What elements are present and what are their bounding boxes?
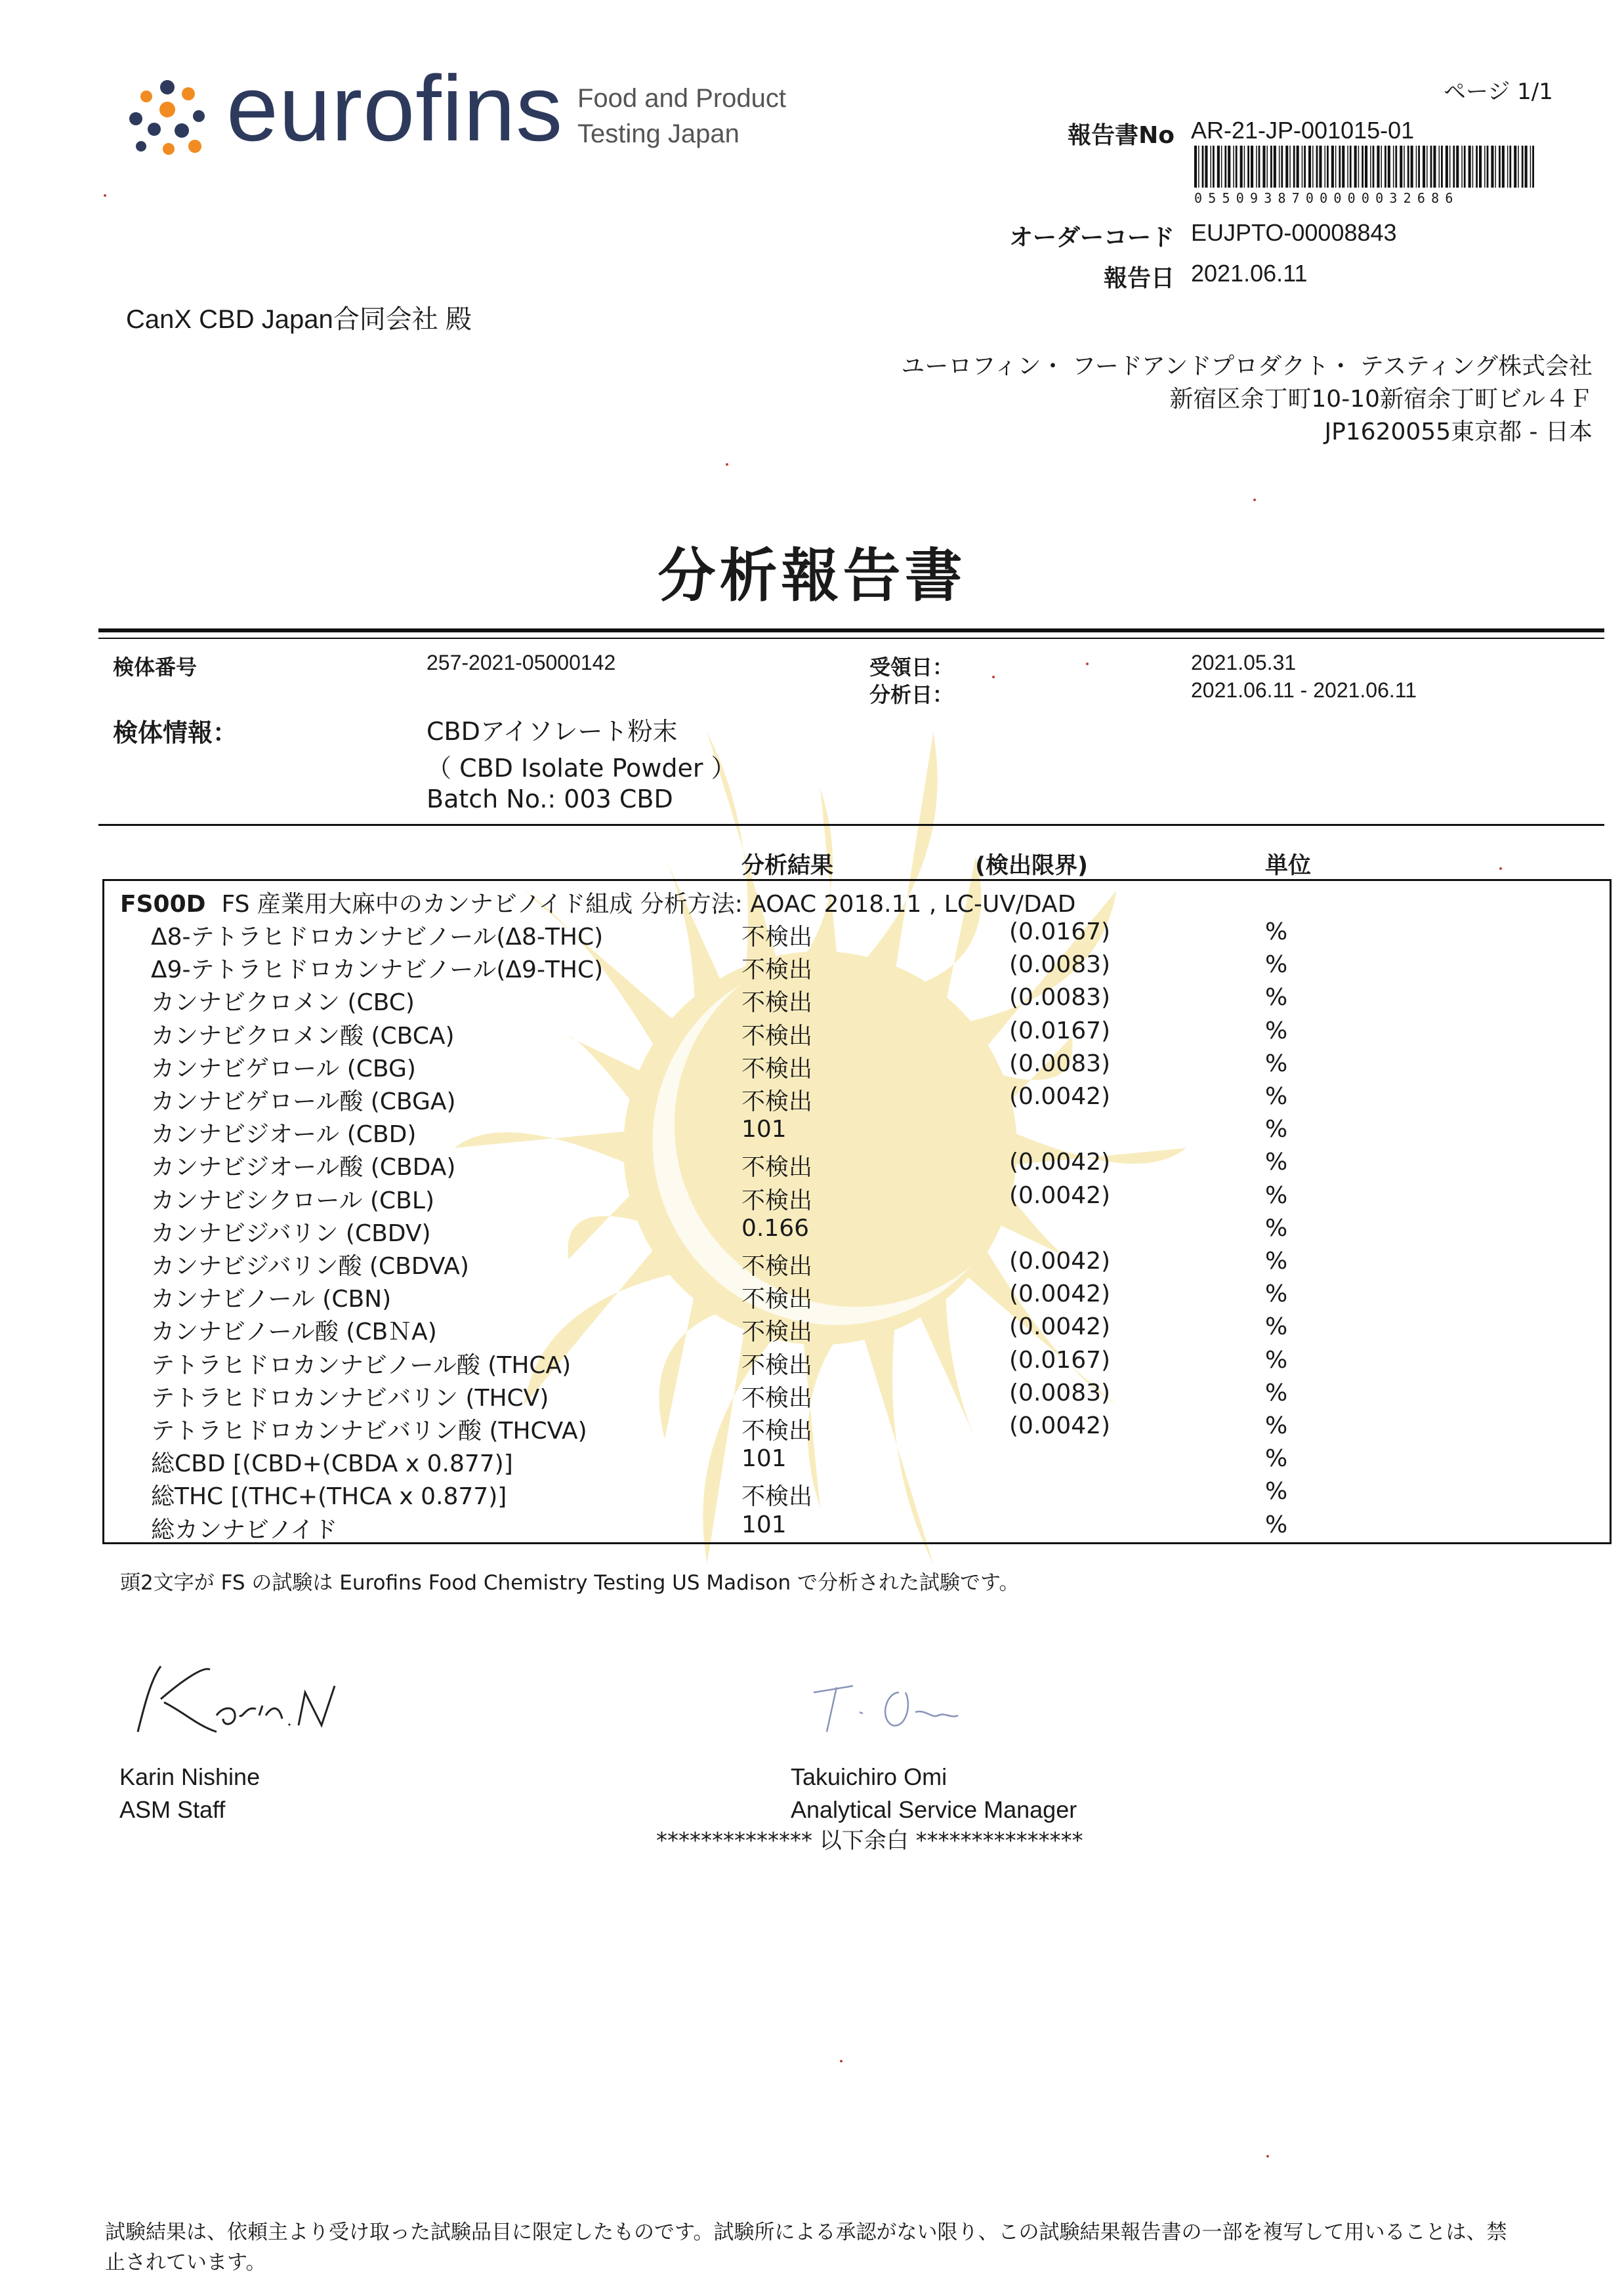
result-row	[0, 1017, 1624, 1050]
report-date-label: 報告日	[1103, 265, 1175, 292]
analyte-name: カンナビジバリン酸 (CBDVA)	[151, 1253, 469, 1280]
result-unit: %	[1265, 1017, 1288, 1044]
eurofins-logo-icon	[121, 75, 213, 167]
result-row	[0, 1445, 1624, 1478]
detection-limit: (0.0083)	[1009, 984, 1111, 1012]
result-unit: %	[1265, 1313, 1288, 1341]
analysis-result: 不検出	[741, 1286, 813, 1313]
result-unit: %	[1265, 1445, 1288, 1473]
logo-wordmark: eurofins	[226, 56, 564, 161]
client-name: CanX CBD Japan合同会社 殿	[126, 305, 472, 334]
analyte-name: カンナビジオール酸 (CBDA)	[151, 1154, 456, 1181]
report-no: AR-21-JP-001015-01	[1191, 117, 1415, 144]
analyte-name: カンナビジオール (CBD)	[151, 1121, 417, 1149]
analysis-result: 不検出	[741, 1319, 813, 1346]
analyte-name: カンナビゲロール (CBG)	[151, 1055, 416, 1082]
disclaimer: 試験結果は、依頼主より受け取った試験品目に限定したものです。試験所による承認がない限り、この試験結果報告書の一部を複写して用いることは、禁止されています。	[105, 2221, 1507, 2274]
analysis-result: 101	[741, 1445, 787, 1473]
logo-subtitle-2: Testing Japan	[577, 119, 739, 148]
method-line	[120, 886, 1075, 919]
signer1-name: Karin Nishine	[119, 1763, 260, 1790]
analysis-result: 101	[741, 1511, 787, 1538]
analysis-date: 2021.06.11 - 2021.06.11	[1191, 678, 1417, 702]
result-unit: %	[1265, 1478, 1288, 1506]
detection-limit: (0.0042)	[1009, 1313, 1111, 1341]
batch-number: Batch No.: 003 CBD	[427, 785, 673, 813]
received-date-label: 受領日：	[869, 655, 954, 680]
detection-limit: (0.0083)	[1009, 951, 1111, 979]
result-row	[0, 1182, 1624, 1215]
analysis-result: 0.166	[741, 1214, 810, 1242]
result-row	[0, 1347, 1624, 1380]
analyte-name: カンナビジバリン (CBDV)	[151, 1220, 431, 1247]
analyte-name: 総CBD [(CBD+(CBDA x 0.877)]	[151, 1450, 513, 1478]
result-row	[0, 1149, 1624, 1181]
detection-limit: (0.0083)	[1009, 1050, 1111, 1077]
result-row	[0, 951, 1624, 984]
analyte-name: Δ9-テトラヒドロカンナビノール(Δ9-THC)	[151, 956, 604, 984]
result-row	[0, 1083, 1624, 1116]
end-of-report-mark: ************** 以下余白 ***************	[656, 1828, 1083, 1854]
signature-karin	[125, 1653, 387, 1752]
result-row	[0, 1478, 1624, 1511]
result-unit: %	[1265, 1116, 1288, 1143]
detection-limit: (0.0167)	[1009, 918, 1111, 945]
result-row	[0, 1248, 1624, 1281]
analysis-result: 不検出	[741, 924, 813, 951]
result-row	[0, 1050, 1624, 1083]
analyte-name: テトラヒドロカンナビバリン (THCV)	[151, 1384, 549, 1412]
result-row	[0, 1511, 1624, 1544]
analysis-date-label: 分析日：	[869, 682, 954, 707]
analysis-result: 不検出	[741, 1418, 813, 1445]
analyte-name: テトラヒドロカンナビノール酸 (THCA)	[151, 1351, 572, 1379]
report-date: 2021.06.11	[1191, 260, 1308, 287]
lab-address-line2: 新宿区余丁町10-10新宿余丁町ビル４Ｆ	[1169, 386, 1593, 413]
result-unit: %	[1265, 1149, 1288, 1176]
analysis-result: 不検出	[741, 1187, 813, 1214]
result-unit: %	[1265, 984, 1288, 1012]
result-unit: %	[1265, 1083, 1288, 1110]
logo-subtitle-1: Food and Product	[577, 84, 786, 113]
info-rule	[98, 824, 1604, 826]
detection-limit: (0.0042)	[1009, 1412, 1111, 1439]
sample-name-en: （ CBD Isolate Powder ）	[427, 754, 736, 783]
result-unit: %	[1265, 1181, 1288, 1209]
column-header-result: 分析結果	[741, 853, 834, 879]
document-title: 分析報告書	[657, 542, 967, 609]
title-rule-thick	[98, 628, 1604, 632]
signer1-title: ASM Staff	[119, 1796, 226, 1823]
detection-limit: (0.0167)	[1009, 1346, 1111, 1374]
signer2-name: Takuichiro Omi	[791, 1763, 947, 1790]
order-code: EUJPTO-00008843	[1191, 219, 1397, 246]
analysis-result: 不検出	[741, 956, 813, 984]
analyte-name: 総THC [(THC+(THCA x 0.877)]	[151, 1483, 507, 1511]
detection-limit: (0.0083)	[1009, 1379, 1111, 1406]
signature-omi	[801, 1653, 1037, 1752]
analysis-result: 不検出	[741, 1088, 813, 1115]
title-rule-thin	[98, 638, 1604, 639]
report-no-label: 報告書No	[1068, 122, 1175, 149]
column-header-unit: 単位	[1265, 853, 1312, 879]
lab-address-line1: ユーロフィン・ フードアンドプロダクト・ テスティング株式会社	[901, 353, 1593, 380]
analyte-name: カンナビゲロール酸 (CBGA)	[151, 1088, 456, 1115]
received-date: 2021.05.31	[1191, 651, 1297, 674]
result-row	[0, 1313, 1624, 1346]
detection-limit: (0.0042)	[1009, 1181, 1111, 1209]
analysis-result: 101	[741, 1116, 787, 1143]
analyte-name: カンナビクロメン (CBC)	[151, 989, 415, 1017]
result-unit: %	[1265, 1050, 1288, 1077]
sample-info-label: 検体情報：	[113, 718, 238, 747]
result-row	[0, 918, 1624, 951]
footnote: 頭2文字が FS の試験は Eurofins Food Chemistry Testing US Madison で分析された試験です。	[120, 1571, 1020, 1595]
order-code-label: オーダーコード	[1009, 224, 1175, 251]
method-description: FS 産業用大麻中のカンナビノイド組成 分析方法: AOAC 2018.11 , LC-UV/DAD	[221, 891, 1076, 918]
result-unit: %	[1265, 918, 1288, 945]
analyte-name: Δ8-テトラヒドロカンナビノール(Δ8-THC)	[151, 924, 604, 951]
barcode-digits: 0550938700000032686	[1194, 190, 1459, 206]
result-row	[0, 984, 1624, 1017]
detection-limit: (0.0042)	[1009, 1281, 1111, 1308]
column-header-limit: (検出限界)	[975, 853, 1088, 879]
result-row	[0, 1380, 1624, 1412]
analyte-name: カンナビノール (CBN)	[151, 1286, 392, 1313]
sample-id: 257-2021-05000142	[427, 651, 616, 674]
detection-limit: (0.0042)	[1009, 1248, 1111, 1275]
result-unit: %	[1265, 1379, 1288, 1406]
analyte-name: カンナビクロメン酸 (CBCA)	[151, 1022, 455, 1050]
analysis-result: 不検出	[741, 1022, 813, 1050]
lab-address-line3: JP1620055東京都 - 日本	[1324, 419, 1593, 445]
analyte-name: カンナビノール酸 (CBＮA)	[151, 1319, 437, 1346]
analyte-name: カンナビシクロール (CBL)	[151, 1187, 434, 1214]
detection-limit: (0.0042)	[1009, 1083, 1111, 1110]
analysis-result: 不検出	[741, 1154, 813, 1181]
analysis-result: 不検出	[741, 1351, 813, 1379]
analyte-name: テトラヒドロカンナビバリン酸 (THCVA)	[151, 1418, 587, 1445]
result-unit: %	[1265, 951, 1288, 979]
method-code: FS00D	[120, 891, 206, 918]
analysis-result: 不検出	[741, 1055, 813, 1082]
result-unit: %	[1265, 1346, 1288, 1374]
page-number: ページ 1/1	[1444, 79, 1553, 105]
barcode	[1194, 146, 1535, 188]
detection-limit: (0.0042)	[1009, 1149, 1111, 1176]
result-row	[0, 1116, 1624, 1149]
result-unit: %	[1265, 1511, 1288, 1538]
result-row	[0, 1281, 1624, 1313]
result-unit: %	[1265, 1281, 1288, 1308]
sample-id-label: 検体番号	[113, 655, 198, 680]
detection-limit: (0.0167)	[1009, 1017, 1111, 1044]
result-row	[0, 1412, 1624, 1445]
result-row	[0, 1215, 1624, 1248]
analysis-result: 不検出	[741, 1253, 813, 1280]
result-unit: %	[1265, 1248, 1288, 1275]
result-unit: %	[1265, 1214, 1288, 1242]
signer2-title: Analytical Service Manager	[791, 1796, 1077, 1823]
analysis-result: 不検出	[741, 1483, 813, 1511]
analyte-name: 総カンナビノイド	[151, 1516, 338, 1544]
result-unit: %	[1265, 1412, 1288, 1439]
sample-name: CBDアイソレート粉末	[427, 717, 678, 746]
analysis-result: 不検出	[741, 989, 813, 1017]
analysis-result: 不検出	[741, 1384, 813, 1412]
